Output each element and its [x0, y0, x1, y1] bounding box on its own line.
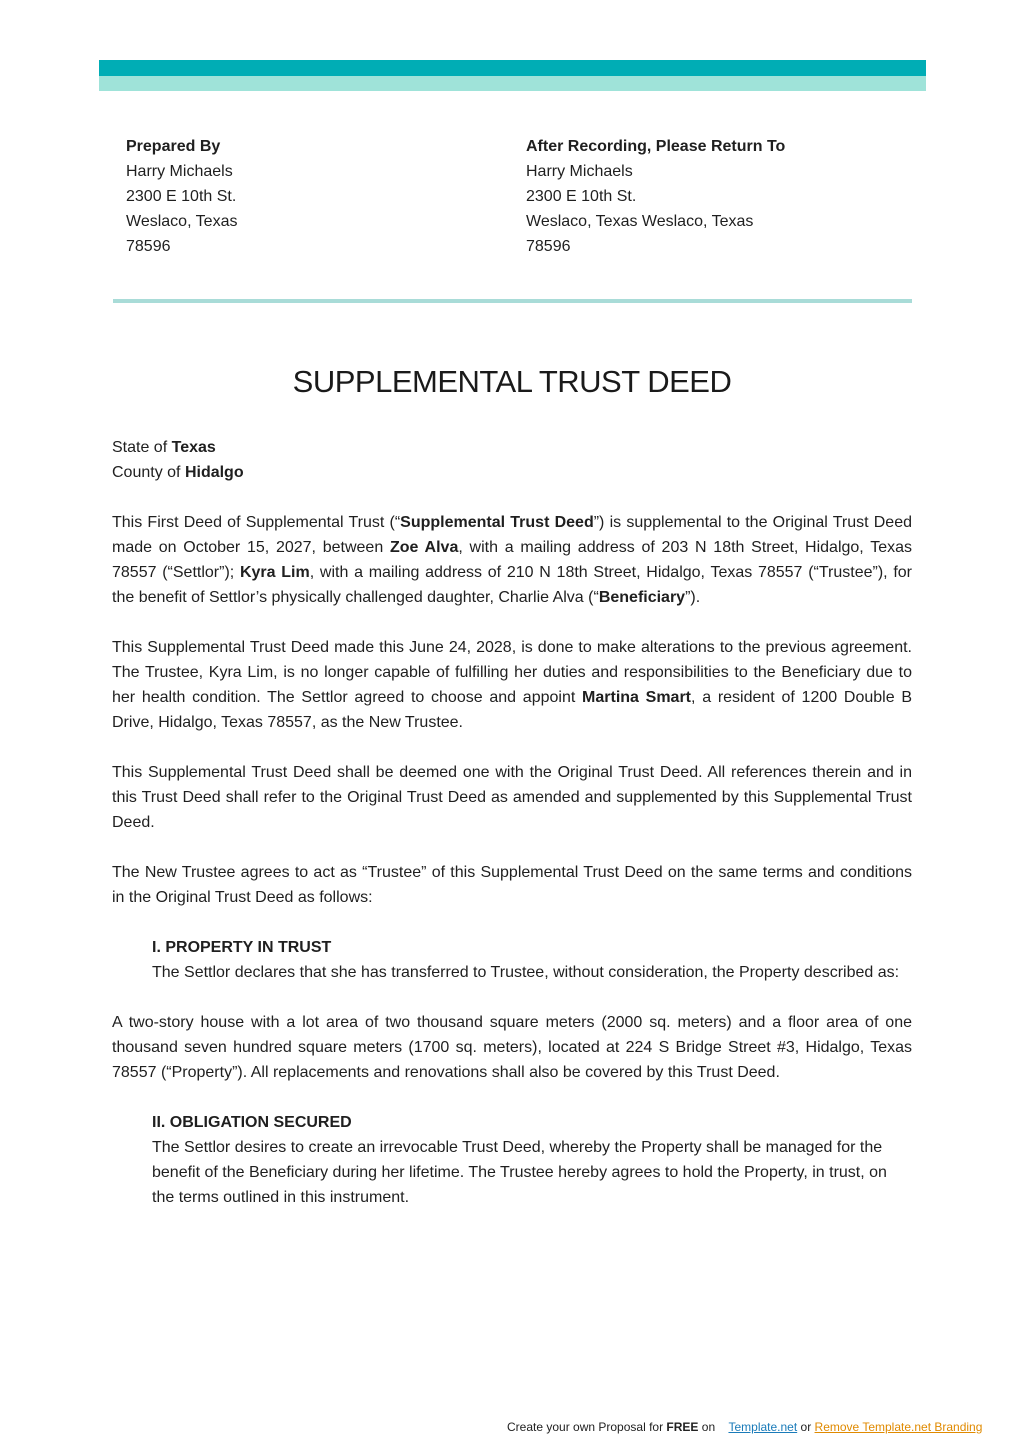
state-label: State of — [112, 439, 168, 456]
text: ”) is supplemental to the Original Trust Deed made on October 15, 2027, between — [112, 514, 913, 556]
footer-or: or — [797, 1420, 815, 1434]
return-to-city: Weslaco, Texas Weslaco, Texas — [526, 213, 754, 230]
return-to-street: 2300 E 10th St. — [526, 188, 637, 205]
text: , with a mailing address of 203 N 18th Street, Hidalgo, Texas 78557 (“Settlor”); — [112, 539, 912, 581]
county-label: County of — [112, 464, 181, 481]
prepared-by-heading: Prepared By — [126, 138, 221, 155]
paragraph-terms: The New Trustee agrees to act as “Trustee” of this Supplemental Trust Deed on the same terms and conditions in the Original Trust Deed as follows: — [112, 864, 912, 906]
section-text: The Settlor declares that she has transferred to Trustee, without consideration, the Property described as: — [152, 964, 900, 981]
footer-branding — [507, 1420, 982, 1434]
paragraph-parties — [112, 510, 912, 610]
prepared-by-name: Harry Michaels — [126, 163, 233, 180]
prepared-by-block — [126, 134, 426, 259]
document-body — [112, 435, 912, 1235]
text: ”). — [685, 589, 701, 606]
new-trustee-name: Martina Smart — [582, 689, 692, 706]
state-value: Texas — [171, 439, 216, 456]
prepared-by-city: Weslaco, Texas — [126, 213, 238, 230]
footer-text: on — [698, 1420, 719, 1434]
return-to-zip: 78596 — [526, 238, 571, 255]
paragraph-deemed-one: This Supplemental Trust Deed shall be deemed one with the Original Trust Deed. All references therein and in this Trust Deed shall refer to the Original Trust Deed as amended and supplemented by this Supplemental Trust Deed. — [112, 764, 912, 831]
section-heading: I. PROPERTY IN TRUST — [152, 939, 332, 956]
header-bar-light — [99, 76, 926, 91]
footer-free: FREE — [666, 1420, 699, 1434]
paragraph-alteration — [112, 635, 912, 735]
document-title: SUPPLEMENTAL TRUST DEED — [292, 364, 732, 399]
section-divider — [113, 299, 912, 303]
property-description: A two-story house with a lot area of two thousand square meters (2000 sq. meters) and a floor area of one thousand seven hundred square meters (1700 sq. meters), located at 224 S Bridge Street #3, Hidalgo, Texas 78557 (“Property”). All replacements and renovations shall also be covered by this Trust Deed. — [112, 1014, 912, 1081]
county-line — [112, 460, 912, 485]
text: This Supplemental Trust Deed made this June 24, 2028, is done to make alterations to the previous agreement. The Trustee, Kyra Lim, is no longer capable of fulfilling her duties and responsibilities to the Beneficiary due to her health condition. The Settlor agreed to choose and appoint — [112, 639, 912, 706]
bold-term: Supplemental Trust Deed — [400, 514, 594, 531]
state-line — [112, 435, 912, 460]
return-to-name: Harry Michaels — [526, 163, 633, 180]
settlor-name: Zoe Alva — [389, 539, 459, 556]
section-heading: II. OBLIGATION SECURED — [152, 1114, 352, 1131]
county-value: Hidalgo — [184, 464, 244, 481]
header-bar-dark — [99, 60, 926, 76]
section-obligation-secured — [152, 1110, 912, 1210]
text: , a resident of 1200 Double B Drive, Hidalgo, Texas 78557, as the New Trustee. — [112, 689, 912, 731]
section-property-in-trust — [152, 935, 912, 985]
return-to-block — [526, 134, 886, 259]
bold-term: Beneficiary — [598, 589, 686, 606]
return-to-heading: After Recording, Please Return To — [526, 138, 786, 155]
prepared-by-zip: 78596 — [126, 238, 171, 255]
footer-text: Create your own Proposal for — [507, 1420, 667, 1434]
text: , with a mailing address of 210 N 18th Street, Hidalgo, Texas 78557 (“Trustee”), for the benefit of Settlor’s physically challenged daughter, Charlie Alva (“ — [112, 564, 912, 606]
prepared-by-street: 2300 E 10th St. — [126, 188, 237, 205]
text: This First Deed of Supplemental Trust (“ — [112, 514, 401, 531]
trustee-name: Kyra Lim — [239, 564, 310, 581]
section-text: The Settlor desires to create an irrevocable Trust Deed, whereby the Property shall be managed for the benefit of the Beneficiary during her lifetime. The Trustee hereby agrees to hold the Property, in trust, on the terms outlined in this instrument. — [152, 1139, 887, 1206]
remove-branding-link[interactable]: Remove Template.net Branding — [814, 1420, 983, 1434]
template-net-link[interactable]: Template.net — [728, 1420, 798, 1434]
